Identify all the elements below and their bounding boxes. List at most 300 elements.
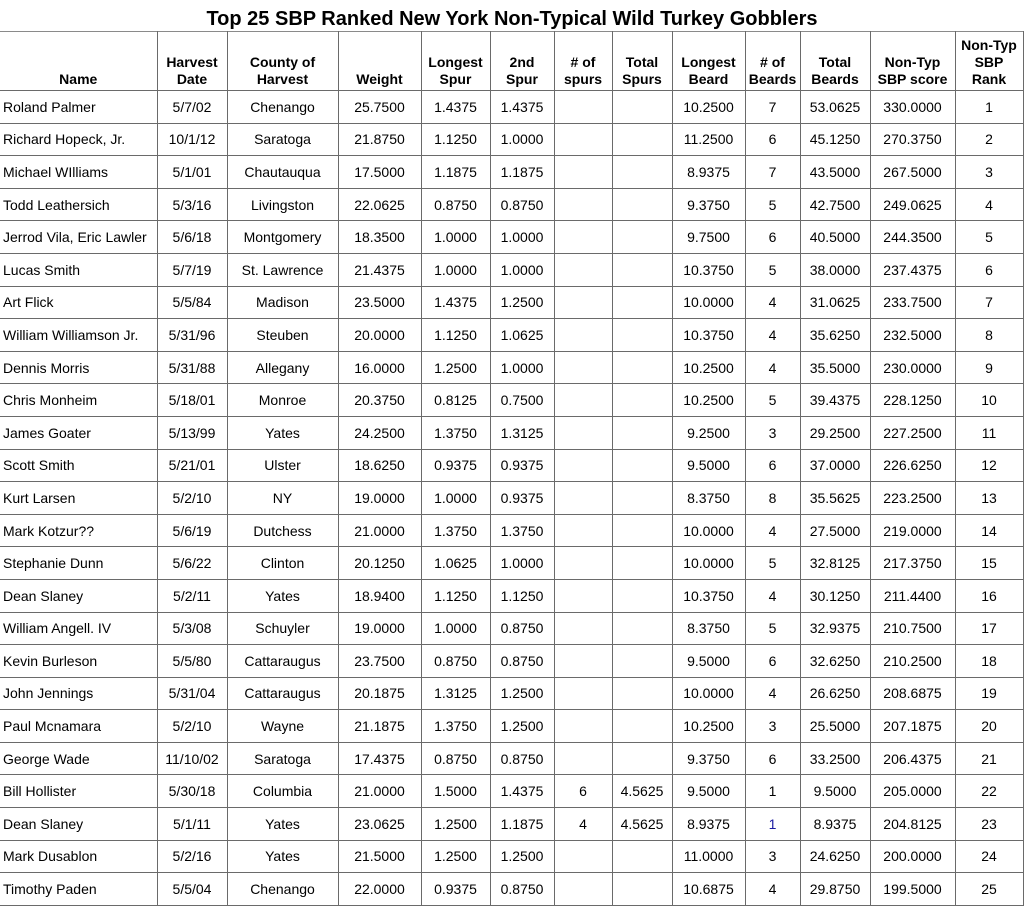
cell-sbp-score: 228.1250 <box>870 384 955 417</box>
cell-longest-beard: 8.9375 <box>672 808 745 841</box>
table-row <box>0 156 1023 189</box>
cell-num-spurs <box>554 547 612 580</box>
cell-name: Timothy Paden <box>0 873 157 906</box>
cell-total-spurs <box>612 91 672 124</box>
cell-total-spurs <box>612 319 672 352</box>
cell-total-beards: 53.0625 <box>800 91 870 124</box>
table-body <box>0 91 1023 906</box>
cell-longest-spur: 1.1250 <box>421 123 490 156</box>
header-text: Longest <box>428 54 483 70</box>
cell-num-spurs <box>554 742 612 775</box>
cell-longest-beard: 10.0000 <box>672 547 745 580</box>
cell-total-spurs <box>612 123 672 156</box>
cell-longest-spur: 1.0000 <box>421 612 490 645</box>
cell-county: Chenango <box>227 873 338 906</box>
header-text <box>801 37 870 54</box>
header-text: Beard <box>688 71 729 87</box>
cell-num-spurs <box>554 286 612 319</box>
cell-longest-spur: 1.0000 <box>421 253 490 286</box>
cell-name: Dean Slaney <box>0 579 157 612</box>
cell-longest-beard: 10.0000 <box>672 286 745 319</box>
rankings-table <box>0 31 1024 906</box>
cell-name: Kevin Burleson <box>0 645 157 678</box>
cell-total-beards: 29.2500 <box>800 416 870 449</box>
cell-name: Dennis Morris <box>0 351 157 384</box>
cell-sbp-score: 205.0000 <box>870 775 955 808</box>
cell-sbp-score: 233.7500 <box>870 286 955 319</box>
cell-second-spur: 1.0000 <box>490 221 554 254</box>
cell-sbp-rank: 19 <box>955 677 1023 710</box>
cell-num-spurs <box>554 873 612 906</box>
cell-num-beards: 4 <box>745 873 800 906</box>
cell-num-spurs: 6 <box>554 775 612 808</box>
cell-num-beards: 7 <box>745 156 800 189</box>
cell-total-spurs <box>612 514 672 547</box>
cell-sbp-rank: 3 <box>955 156 1023 189</box>
header-text <box>491 37 554 54</box>
table-row <box>0 775 1023 808</box>
cell-harvest-date: 5/1/11 <box>157 808 227 841</box>
cell-longest-spur: 1.1875 <box>421 156 490 189</box>
cell-num-spurs <box>554 645 612 678</box>
cell-sbp-rank: 24 <box>955 840 1023 873</box>
cell-longest-beard: 9.2500 <box>672 416 745 449</box>
cell-sbp-rank: 9 <box>955 351 1023 384</box>
cell-total-spurs <box>612 482 672 515</box>
cell-harvest-date: 5/5/04 <box>157 873 227 906</box>
cell-longest-beard: 9.5000 <box>672 645 745 678</box>
table-row <box>0 514 1023 547</box>
column-header-longest-spur <box>421 32 490 91</box>
cell-county: Saratoga <box>227 742 338 775</box>
cell-longest-spur: 1.3750 <box>421 514 490 547</box>
table-row <box>0 873 1023 906</box>
cell-sbp-score: 330.0000 <box>870 91 955 124</box>
cell-longest-spur: 1.0000 <box>421 482 490 515</box>
header-text: Spur <box>439 71 472 87</box>
cell-weight: 21.0000 <box>338 514 421 547</box>
cell-num-beards: 7 <box>745 91 800 124</box>
cell-county: Cattaraugus <box>227 645 338 678</box>
cell-weight: 23.0625 <box>338 808 421 841</box>
cell-harvest-date: 5/2/11 <box>157 579 227 612</box>
cell-county: St. Lawrence <box>227 253 338 286</box>
cell-name: Paul Mcnamara <box>0 710 157 743</box>
cell-longest-beard: 11.2500 <box>672 123 745 156</box>
header-text: Rank <box>971 71 1007 87</box>
cell-total-beards: 38.0000 <box>800 253 870 286</box>
header-text: Harvest <box>256 71 309 87</box>
cell-longest-beard: 8.3750 <box>672 482 745 515</box>
header-text <box>422 37 490 54</box>
cell-total-spurs <box>612 742 672 775</box>
table-row <box>0 253 1023 286</box>
cell-total-spurs: 4.5625 <box>612 808 672 841</box>
cell-sbp-rank: 4 <box>955 188 1023 221</box>
cell-total-beards: 26.6250 <box>800 677 870 710</box>
cell-county: Yates <box>227 579 338 612</box>
cell-second-spur: 1.2500 <box>490 677 554 710</box>
cell-second-spur: 1.1875 <box>490 808 554 841</box>
header-text <box>0 54 157 71</box>
header-text: Longest <box>681 54 736 70</box>
table-row <box>0 351 1023 384</box>
cell-sbp-score: 200.0000 <box>870 840 955 873</box>
cell-county: Schuyler <box>227 612 338 645</box>
cell-sbp-score: 227.2500 <box>870 416 955 449</box>
cell-total-beards: 33.2500 <box>800 742 870 775</box>
cell-longest-beard: 8.3750 <box>672 612 745 645</box>
cell-sbp-score: 207.1875 <box>870 710 955 743</box>
cell-name: William Angell. IV <box>0 612 157 645</box>
cell-sbp-rank: 20 <box>955 710 1023 743</box>
cell-county: Madison <box>227 286 338 319</box>
cell-longest-beard: 10.2500 <box>672 351 745 384</box>
cell-num-beards: 5 <box>745 384 800 417</box>
cell-num-beards: 6 <box>745 123 800 156</box>
cell-longest-beard: 10.3750 <box>672 579 745 612</box>
cell-total-beards: 40.5000 <box>800 221 870 254</box>
cell-num-beards: 5 <box>745 188 800 221</box>
cell-county: Livingston <box>227 188 338 221</box>
cell-total-spurs <box>612 384 672 417</box>
column-header-longest-beard <box>672 32 745 91</box>
cell-total-beards: 42.7500 <box>800 188 870 221</box>
cell-num-spurs <box>554 384 612 417</box>
column-header-harvest-date <box>157 32 227 91</box>
cell-county: Yates <box>227 808 338 841</box>
cell-name: John Jennings <box>0 677 157 710</box>
cell-longest-beard: 9.3750 <box>672 188 745 221</box>
table-row <box>0 449 1023 482</box>
cell-total-beards: 25.5000 <box>800 710 870 743</box>
header-text: Non-Typ <box>961 37 1017 53</box>
header-text: 2nd <box>509 54 535 70</box>
cell-num-beards: 4 <box>745 579 800 612</box>
cell-weight: 22.0625 <box>338 188 421 221</box>
cell-sbp-rank: 13 <box>955 482 1023 515</box>
header-row <box>0 32 1023 91</box>
header-text: Spurs <box>622 71 662 87</box>
cell-harvest-date: 5/6/22 <box>157 547 227 580</box>
cell-name: Mark Kotzur?? <box>0 514 157 547</box>
table-row <box>0 384 1023 417</box>
cell-harvest-date: 5/5/84 <box>157 286 227 319</box>
column-header-second-spur <box>490 32 554 91</box>
cell-total-beards: 30.1250 <box>800 579 870 612</box>
cell-sbp-score: 204.8125 <box>870 808 955 841</box>
cell-longest-spur: 0.8125 <box>421 384 490 417</box>
cell-weight: 21.4375 <box>338 253 421 286</box>
header-text <box>0 37 157 54</box>
cell-harvest-date: 5/6/18 <box>157 221 227 254</box>
cell-name: Stephanie Dunn <box>0 547 157 580</box>
cell-second-spur: 1.2500 <box>490 840 554 873</box>
cell-weight: 18.3500 <box>338 221 421 254</box>
cell-second-spur: 0.8750 <box>490 188 554 221</box>
cell-num-beards: 6 <box>745 742 800 775</box>
cell-total-spurs <box>612 840 672 873</box>
cell-longest-spur: 1.1250 <box>421 579 490 612</box>
table-row <box>0 286 1023 319</box>
cell-sbp-rank: 8 <box>955 319 1023 352</box>
cell-num-spurs <box>554 253 612 286</box>
cell-sbp-rank: 25 <box>955 873 1023 906</box>
header-text: SBP score <box>877 71 948 87</box>
cell-name: Kurt Larsen <box>0 482 157 515</box>
column-header-name <box>0 32 157 91</box>
cell-sbp-rank: 12 <box>955 449 1023 482</box>
cell-sbp-rank: 23 <box>955 808 1023 841</box>
cell-county: Montgomery <box>227 221 338 254</box>
cell-num-spurs <box>554 579 612 612</box>
cell-sbp-score: 208.6875 <box>870 677 955 710</box>
cell-total-spurs <box>612 449 672 482</box>
cell-sbp-rank: 21 <box>955 742 1023 775</box>
cell-harvest-date: 5/31/04 <box>157 677 227 710</box>
cell-second-spur: 0.8750 <box>490 645 554 678</box>
cell-longest-beard: 9.5000 <box>672 775 745 808</box>
cell-num-beards: 1 <box>745 775 800 808</box>
header-text <box>871 37 955 54</box>
cell-sbp-score: 237.4375 <box>870 253 955 286</box>
header-text <box>339 54 421 71</box>
cell-name: Lucas Smith <box>0 253 157 286</box>
header-text: spurs <box>563 71 603 87</box>
header-text: # of <box>760 54 785 70</box>
cell-num-beards: 3 <box>745 840 800 873</box>
cell-county: Steuben <box>227 319 338 352</box>
cell-name: Art Flick <box>0 286 157 319</box>
cell-second-spur: 0.8750 <box>490 873 554 906</box>
cell-weight: 21.1875 <box>338 710 421 743</box>
cell-total-spurs <box>612 188 672 221</box>
cell-weight: 21.5000 <box>338 840 421 873</box>
cell-harvest-date: 5/7/02 <box>157 91 227 124</box>
cell-harvest-date: 5/1/01 <box>157 156 227 189</box>
cell-weight: 20.1875 <box>338 677 421 710</box>
cell-second-spur: 0.8750 <box>490 612 554 645</box>
cell-longest-beard: 10.3750 <box>672 319 745 352</box>
cell-second-spur: 1.4375 <box>490 91 554 124</box>
cell-num-spurs <box>554 319 612 352</box>
cell-total-beards: 35.5000 <box>800 351 870 384</box>
cell-longest-beard: 11.0000 <box>672 840 745 873</box>
cell-weight: 19.0000 <box>338 612 421 645</box>
cell-total-spurs <box>612 873 672 906</box>
table-row <box>0 612 1023 645</box>
table-row <box>0 840 1023 873</box>
cell-county: Ulster <box>227 449 338 482</box>
header-text: Spur <box>506 71 538 87</box>
header-text <box>339 37 421 54</box>
cell-weight: 18.9400 <box>338 579 421 612</box>
cell-harvest-date: 5/31/96 <box>157 319 227 352</box>
cell-weight: 21.0000 <box>338 775 421 808</box>
cell-second-spur: 1.2500 <box>490 710 554 743</box>
cell-num-beards: 6 <box>745 221 800 254</box>
cell-weight: 19.0000 <box>338 482 421 515</box>
cell-sbp-rank: 15 <box>955 547 1023 580</box>
cell-total-spurs <box>612 221 672 254</box>
header-text: Beards <box>811 71 859 87</box>
cell-county: Yates <box>227 840 338 873</box>
header-text: Harvest <box>166 54 218 70</box>
cell-name: Michael WIlliams <box>0 156 157 189</box>
cell-name: Richard Hopeck, Jr. <box>0 123 157 156</box>
column-header-total-beards <box>800 32 870 91</box>
cell-longest-spur: 1.3125 <box>421 677 490 710</box>
cell-total-spurs <box>612 253 672 286</box>
cell-num-spurs <box>554 710 612 743</box>
cell-longest-beard: 10.3750 <box>672 253 745 286</box>
cell-weight: 20.1250 <box>338 547 421 580</box>
header-text <box>613 37 672 54</box>
cell-second-spur: 1.1875 <box>490 156 554 189</box>
cell-longest-spur: 0.8750 <box>421 188 490 221</box>
header-text: Date <box>176 71 208 87</box>
cell-longest-spur: 1.2500 <box>421 808 490 841</box>
cell-county: Saratoga <box>227 123 338 156</box>
cell-sbp-rank: 10 <box>955 384 1023 417</box>
cell-num-beards: 6 <box>745 449 800 482</box>
cell-second-spur: 1.1250 <box>490 579 554 612</box>
cell-num-beards: 4 <box>745 319 800 352</box>
cell-num-spurs <box>554 156 612 189</box>
cell-name: Dean Slaney <box>0 808 157 841</box>
cell-longest-beard: 10.0000 <box>672 514 745 547</box>
cell-county: Clinton <box>227 547 338 580</box>
cell-num-beards: 5 <box>745 253 800 286</box>
cell-sbp-rank: 16 <box>955 579 1023 612</box>
cell-weight: 17.4375 <box>338 742 421 775</box>
cell-harvest-date: 10/1/12 <box>157 123 227 156</box>
cell-sbp-score: 219.0000 <box>870 514 955 547</box>
cell-second-spur: 1.3750 <box>490 514 554 547</box>
cell-harvest-date: 5/21/01 <box>157 449 227 482</box>
cell-county: Chenango <box>227 91 338 124</box>
cell-longest-beard: 9.3750 <box>672 742 745 775</box>
cell-longest-spur: 0.8750 <box>421 742 490 775</box>
cell-longest-beard: 9.5000 <box>672 449 745 482</box>
header-text: SBP <box>974 54 1004 70</box>
cell-second-spur: 1.0625 <box>490 319 554 352</box>
table-row <box>0 188 1023 221</box>
cell-longest-spur: 0.8750 <box>421 645 490 678</box>
cell-sbp-score: 199.5000 <box>870 873 955 906</box>
cell-harvest-date: 11/10/02 <box>157 742 227 775</box>
cell-second-spur: 1.0000 <box>490 547 554 580</box>
cell-second-spur: 1.0000 <box>490 351 554 384</box>
cell-num-spurs <box>554 612 612 645</box>
cell-weight: 24.2500 <box>338 416 421 449</box>
cell-harvest-date: 5/3/16 <box>157 188 227 221</box>
cell-name: Todd Leathersich <box>0 188 157 221</box>
table-row <box>0 579 1023 612</box>
cell-harvest-date: 5/18/01 <box>157 384 227 417</box>
cell-num-beards: 4 <box>745 286 800 319</box>
cell-weight: 17.5000 <box>338 156 421 189</box>
cell-harvest-date: 5/6/19 <box>157 514 227 547</box>
table-row <box>0 91 1023 124</box>
cell-total-spurs <box>612 416 672 449</box>
cell-longest-spur: 0.9375 <box>421 873 490 906</box>
cell-total-beards: 32.9375 <box>800 612 870 645</box>
cell-longest-spur: 1.4375 <box>421 91 490 124</box>
header-text: Name <box>59 71 98 87</box>
cell-total-spurs <box>612 286 672 319</box>
table-row <box>0 416 1023 449</box>
table-row <box>0 808 1023 841</box>
cell-county: Chautauqua <box>227 156 338 189</box>
cell-weight: 23.5000 <box>338 286 421 319</box>
cell-total-spurs <box>612 547 672 580</box>
cell-name: William Williamson Jr. <box>0 319 157 352</box>
cell-total-beards: 39.4375 <box>800 384 870 417</box>
header-text <box>746 37 800 54</box>
cell-num-beards: 1 <box>745 808 800 841</box>
column-header-weight <box>338 32 421 91</box>
cell-total-spurs <box>612 612 672 645</box>
table-row <box>0 123 1023 156</box>
table-row <box>0 710 1023 743</box>
cell-second-spur: 0.9375 <box>490 449 554 482</box>
cell-num-beards: 8 <box>745 482 800 515</box>
cell-total-spurs <box>612 579 672 612</box>
cell-total-beards: 45.1250 <box>800 123 870 156</box>
cell-longest-spur: 1.3750 <box>421 416 490 449</box>
cell-name: Roland Palmer <box>0 91 157 124</box>
table-row <box>0 645 1023 678</box>
cell-num-beards: 3 <box>745 416 800 449</box>
cell-num-spurs <box>554 449 612 482</box>
cell-sbp-rank: 7 <box>955 286 1023 319</box>
cell-name: James Goater <box>0 416 157 449</box>
cell-sbp-score: 210.2500 <box>870 645 955 678</box>
cell-num-spurs <box>554 123 612 156</box>
column-header-total-spurs <box>612 32 672 91</box>
cell-second-spur: 1.4375 <box>490 775 554 808</box>
cell-total-beards: 35.6250 <box>800 319 870 352</box>
column-header-num-spurs <box>554 32 612 91</box>
cell-longest-beard: 9.7500 <box>672 221 745 254</box>
cell-sbp-score: 267.5000 <box>870 156 955 189</box>
cell-sbp-rank: 11 <box>955 416 1023 449</box>
cell-total-beards: 32.6250 <box>800 645 870 678</box>
header-text: Total <box>818 54 852 70</box>
cell-second-spur: 1.3125 <box>490 416 554 449</box>
cell-county: Columbia <box>227 775 338 808</box>
cell-longest-spur: 1.1250 <box>421 319 490 352</box>
cell-total-spurs <box>612 710 672 743</box>
column-header-sbp-rank <box>955 32 1023 91</box>
cell-num-beards: 3 <box>745 710 800 743</box>
table-row <box>0 677 1023 710</box>
header-text: Total <box>625 54 659 70</box>
header-text: Non-Typ <box>884 54 941 70</box>
cell-sbp-score: 226.6250 <box>870 449 955 482</box>
cell-longest-spur: 1.5000 <box>421 775 490 808</box>
cell-harvest-date: 5/30/18 <box>157 775 227 808</box>
cell-total-beards: 29.8750 <box>800 873 870 906</box>
cell-weight: 25.7500 <box>338 91 421 124</box>
cell-sbp-rank: 14 <box>955 514 1023 547</box>
cell-num-beards: 6 <box>745 645 800 678</box>
cell-sbp-score: 217.3750 <box>870 547 955 580</box>
cell-num-spurs <box>554 351 612 384</box>
cell-longest-spur: 1.2500 <box>421 351 490 384</box>
cell-weight: 20.3750 <box>338 384 421 417</box>
